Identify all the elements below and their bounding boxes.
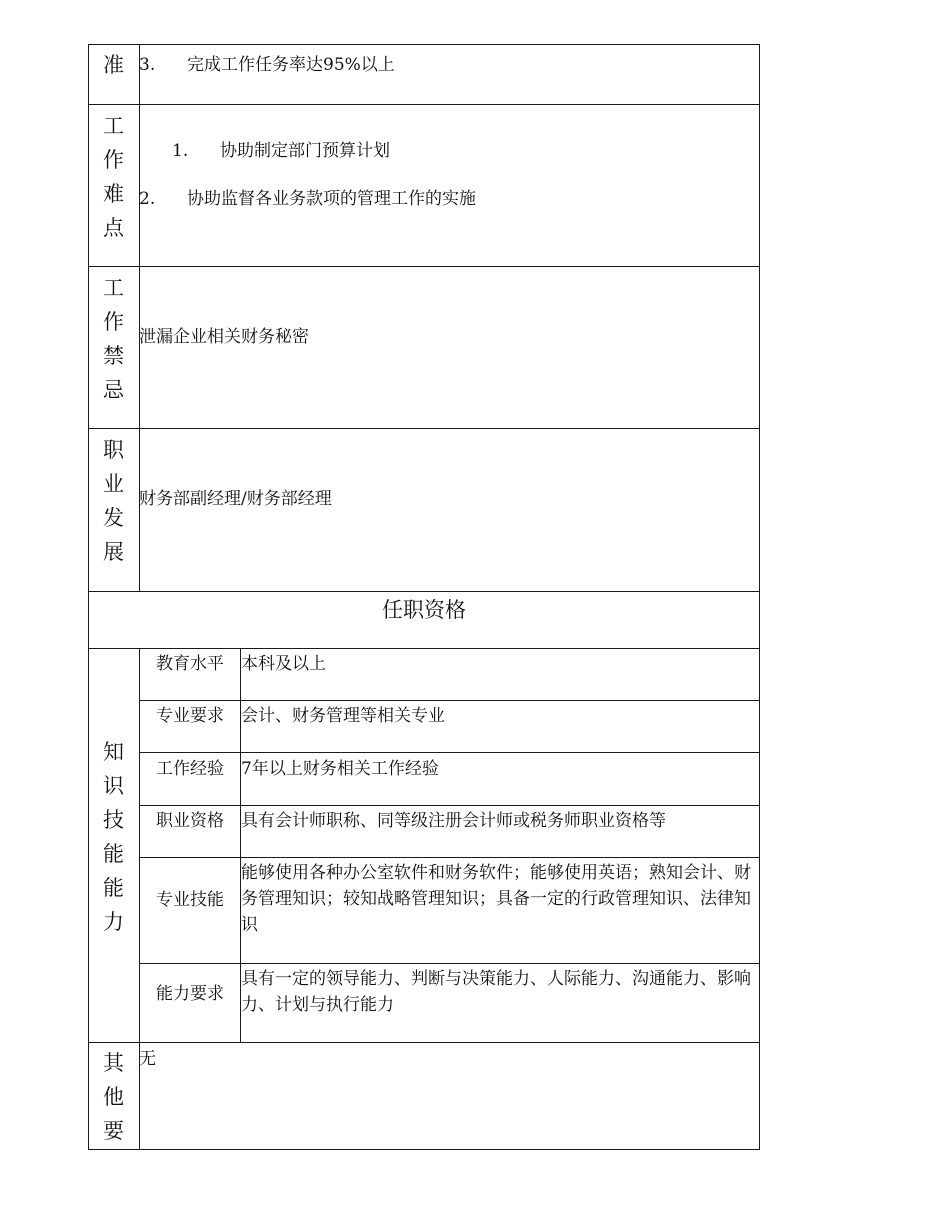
label-char: 要 (103, 1119, 124, 1143)
qualification-value: 本科及以上 (241, 654, 326, 674)
item-text: 协助监督各业务款项的管理工作的实施 (187, 189, 476, 209)
label-char: 其 (103, 1051, 124, 1075)
row-divider (88, 104, 760, 105)
qualification-value: 具有会计师职称、同等级注册会计师或税务师职业资格等 (241, 811, 666, 831)
sub-row-divider (139, 752, 760, 753)
row-divider (88, 648, 760, 649)
label-char: 作 (103, 310, 124, 334)
row-label-other (88, 1046, 139, 1148)
sub-row-divider (139, 700, 760, 701)
label-char: 他 (103, 1085, 124, 1109)
difficulty-item (139, 186, 476, 212)
item-text: 协助制定部门预算计划 (220, 141, 390, 161)
qualification-label: 教育水平 (156, 654, 224, 674)
label-char: 展 (103, 540, 124, 564)
row-divider (88, 428, 760, 429)
label-char: 业 (103, 472, 124, 496)
item-number: 1. (172, 141, 189, 161)
row-divider (88, 1042, 760, 1043)
label-char: 职 (103, 438, 124, 462)
qualification-value: 能够使用各种办公室软件和财务软件；能够使用英语；熟知会计、财务管理知识；较知战略管理知识；具备一定的行政管理知识、法律知识 (241, 863, 751, 935)
difficulty-item (172, 138, 390, 164)
label-char: 发 (103, 506, 124, 530)
row-label-knowledge-skills (88, 735, 139, 939)
label-char: 工 (103, 114, 124, 138)
item-number: 2. (139, 189, 156, 209)
taboo-text: 泄漏企业相关财务秘密 (139, 327, 309, 347)
row-label-standard (88, 48, 139, 82)
qualification-label: 职业资格 (156, 811, 224, 831)
row-label-taboo (88, 271, 139, 407)
sub-row-divider (139, 857, 760, 858)
label-char: 忌 (103, 378, 124, 402)
other-text: 无 (139, 1049, 156, 1069)
qualification-value: 具有一定的领导能力、判断与决策能力、人际能力、沟通能力、影响力、计划与执行能力 (241, 969, 751, 1015)
qualification-label: 工作经验 (156, 759, 224, 779)
qualification-label: 能力要求 (156, 984, 224, 1004)
row-divider (88, 266, 760, 267)
row-label-career (88, 433, 139, 569)
label-char: 力 (103, 910, 124, 934)
qualification-value: 7年以上财务相关工作经验 (241, 759, 439, 779)
item-number: 3. (139, 55, 156, 75)
label-char: 能 (103, 876, 124, 900)
row-divider (88, 591, 760, 592)
standard-item (139, 52, 395, 78)
qualification-value: 会计、财务管理等相关专业 (241, 706, 445, 726)
label-char: 技 (103, 808, 124, 832)
label-char: 禁 (103, 344, 124, 368)
qualification-label: 专业技能 (156, 890, 224, 910)
label-char: 点 (103, 216, 124, 240)
qualifications-title: 任职资格 (382, 598, 466, 622)
label-char: 知 (103, 740, 124, 764)
label-char: 识 (103, 774, 124, 798)
row-label-difficulty (88, 109, 139, 245)
sub-row-divider (139, 805, 760, 806)
label-char: 难 (103, 182, 124, 206)
label-char: 作 (103, 148, 124, 172)
label-char: 能 (103, 842, 124, 866)
label-char: 准 (103, 53, 124, 77)
career-text: 财务部副经理/财务部经理 (139, 489, 332, 509)
qualification-label: 专业要求 (156, 706, 224, 726)
sub-row-divider (139, 963, 760, 964)
item-text: 完成工作任务率达95%以上 (187, 55, 395, 75)
label-char: 工 (103, 276, 124, 300)
